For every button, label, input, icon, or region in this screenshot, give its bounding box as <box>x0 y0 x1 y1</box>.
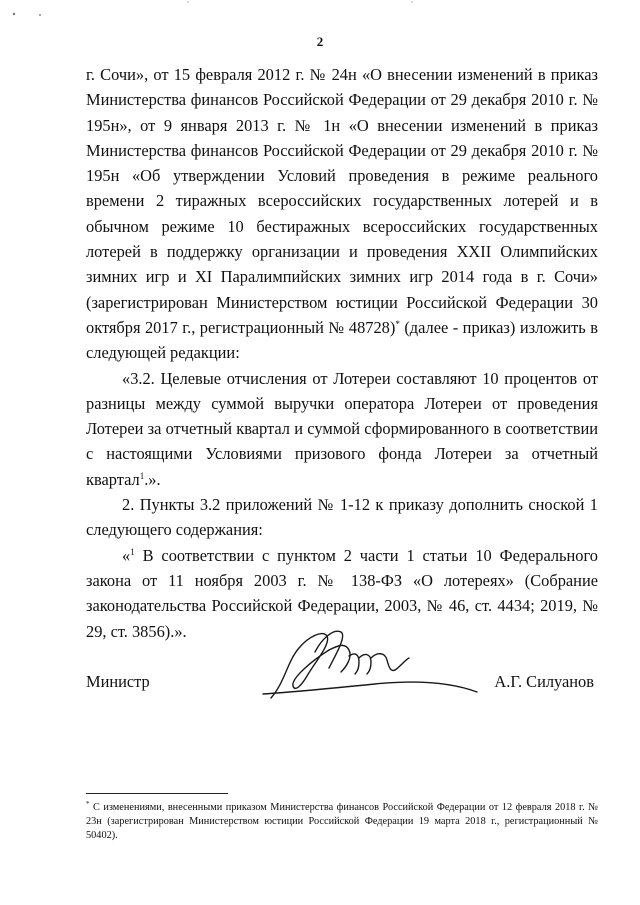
signatory-name: А.Г. Силуанов <box>494 672 594 691</box>
footnote-text: С изменениями, внесенными приказом Министерства финансов Российской Федерации от 12 февраля 2018 г. № 23н (зарегистрирован Министерством юстиции Российской Федерации 19 марта 2018 г., регистрационный № 50402). <box>86 802 598 841</box>
paragraph-text: « <box>122 545 131 565</box>
paragraph-text: В соответствии с пунктом 2 части 1 статьи 10 Федерального закона от 11 ноября 2003 г. № 138-ФЗ «О лотереях» (Собрание законодательства Российской Федерации, 2003, № 46, ст. 4434; 2019, № 29, ст. 3856).». <box>86 545 598 641</box>
footnote-reference-mark: 1 <box>139 470 145 481</box>
handwritten-signature <box>255 622 480 702</box>
paragraph-amendment-intro <box>86 62 598 366</box>
footnote-reference-mark: * <box>395 318 400 329</box>
signatory-title: Министр <box>86 672 150 691</box>
page-number: 2 <box>316 34 324 49</box>
paragraph-item-2: 2. Пункты 3.2 приложений № 1-12 к приказу дополнить сноской 1 следующего содержания: <box>86 495 598 540</box>
paragraph-text: «3.2. Целевые отчисления от Лотереи составляют 10 процентов от разницы между суммой выручки оператора Лотереи от проведения Лотереи за отчетный квартал и суммой сформированного в соответствии с настоящими Условиями призового фонда Лотереи за отчетный квартал <box>86 368 598 489</box>
paragraph-text: (далее - приказ) изложить в следующей редакции: <box>86 317 598 363</box>
paragraph-text: г. Сочи», от 15 февраля 2012 г. № 24н «О внесении изменений в приказ Министерства финансов Российской Федерации от 29 декабря 2010 г. № 195н», от 9 января 2013 г. № 1н «О внесении изменений в приказ Министерства финансов Российской Федерации от 29 декабря 2010 г. № 195н «Об утверждении Условий проведения в режиме реального времени 2 тиражных всероссийских государственных лотерей и в обычном режиме 10 бестиражных всероссийских государственных лотерей в поддержку организации и проведения XXII Олимпийских зимних игр и XI Паралимпийских зимних игр 2014 года в г. Сочи» (зарегистрирован Министерством юстиции Российской Федерации 30 октября 2017 г., регистрационный № 48728) <box>86 65 598 337</box>
footnote <box>86 801 598 843</box>
footnote-mark: * <box>86 800 90 808</box>
document-body <box>86 62 598 644</box>
paragraph-text: .». <box>144 469 161 489</box>
paragraph-quoted-clause <box>86 366 598 492</box>
scan-specks <box>0 0 640 20</box>
footnote-divider <box>86 793 228 794</box>
footnote-reference-mark: 1 <box>130 546 135 557</box>
